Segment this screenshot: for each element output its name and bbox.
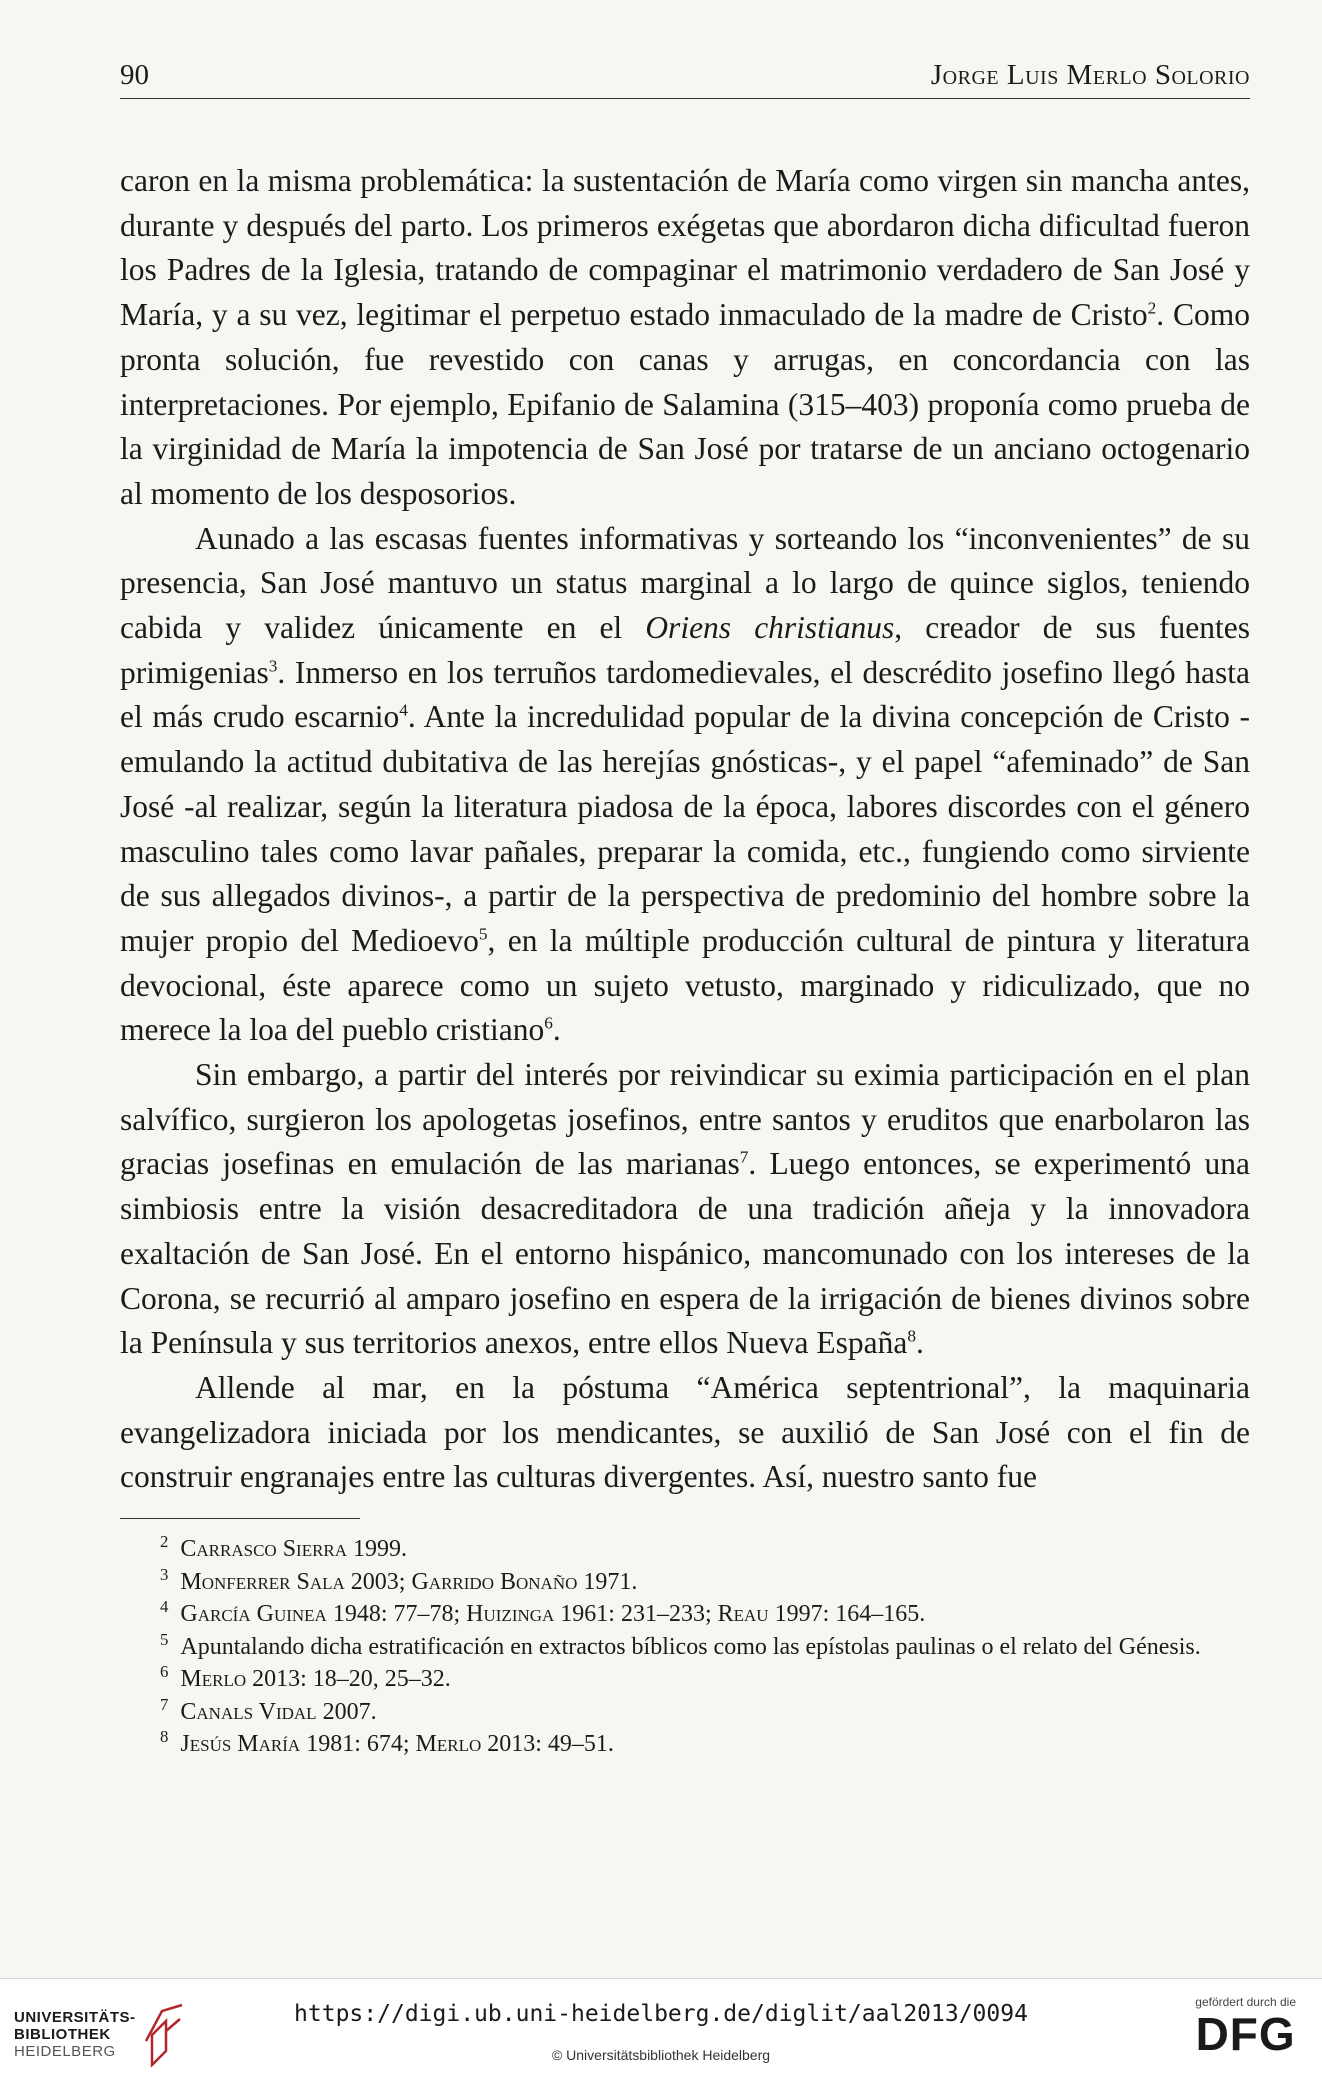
running-head	[120, 58, 1250, 99]
footnote-ref[interactable]: 4	[399, 700, 408, 720]
footnote	[120, 1598, 1250, 1631]
text-run: Aunado a las escasas fuentes informativas y sorteando los “inconvenientes” de su presencia, San José mantuvo un status marginal a lo largo de quince siglos, teniendo cabida y validez únicamente en el	[120, 520, 1250, 646]
footnote-text: Merlo 2013: 18–20, 25–32.	[180, 1666, 451, 1693]
footnote-number: 5	[160, 1629, 169, 1649]
copyright-notice: © Universitätsbibliothek Heidelberg	[551, 2047, 771, 2063]
footnote-ref[interactable]: 2	[1147, 298, 1157, 318]
text-run: , creador de sus fuentes primigenias	[120, 610, 1250, 690]
funder-note: gefördert durch die	[1195, 1995, 1296, 2009]
footnote-ref[interactable]: 3	[268, 656, 278, 676]
italic-term: Oriens christianus	[645, 610, 895, 646]
footnote-text: Apuntalando dicha estratificación en extractos bíblicos como las epístolas paulinas o el relato del Génesis.	[180, 1633, 1201, 1660]
footnote-ref[interactable]: 6	[544, 1013, 553, 1033]
footnote	[120, 1728, 1250, 1761]
footnote	[120, 1566, 1250, 1599]
footnotes	[120, 1533, 1250, 1761]
footnote	[120, 1533, 1250, 1566]
footnote-text: García Guinea 1948: 77–78; Huizinga 1961: 231–233; Reau 1997: 164–165.	[180, 1601, 926, 1628]
paragraph-4: Allende al mar, en la póstuma “América septentrional”, la maquinaria evangelizadora iniciada por los mendicantes, se auxilió de San José con el fin de construir engranajes entre las culturas divergentes. Así, nuestro santo fue	[120, 1369, 1250, 1495]
footnote-number: 6	[160, 1662, 169, 1682]
page	[120, 58, 1250, 1761]
footnote	[120, 1631, 1250, 1664]
funder-name: DFG	[1195, 2008, 1296, 2060]
library-name-line: BIBLIOTHEK	[14, 2025, 111, 2043]
footnote-text: Jesús María 1981: 674; Merlo 2013: 49–51.	[180, 1731, 614, 1758]
dfg-logo[interactable]	[1195, 1995, 1296, 2059]
page-number: 90	[120, 59, 149, 91]
text-run: caron en la misma problemática: la sustentación de María como virgen sin mancha antes, durante y después del parto. Los primeros exégetas que abordaron dicha dificultad fueron los Padres de la Iglesia, tratando de compaginar el matrimonio verdadero de San José y María, y a su vez, legitimar el perpetuo estado inmaculado de la madre de Cristo	[120, 163, 1250, 333]
paragraph-2	[120, 517, 1250, 1053]
footnote-ref[interactable]: 7	[739, 1147, 749, 1167]
footnote-ref[interactable]: 8	[907, 1326, 916, 1346]
footnote-number: 2	[160, 1532, 169, 1552]
permalink-url[interactable]: https://digi.ub.uni-heidelberg.de/diglit/aal2013/0094	[294, 2001, 1028, 2027]
text-run: .	[915, 1325, 924, 1361]
footnote	[120, 1696, 1250, 1729]
text-run: . Inmerso en los terruños tardomedievales, el descrédito josefino llegó hasta el más crudo escarnio	[120, 654, 1250, 735]
text-run: . Luego entonces, se experimentó una simbiosis entre la visión desacreditadora de una tradición añeja y la innovadora exaltación de San José. En el entorno hispánico, mancomunado con los intereses de la Corona, se recurrió al amparo josefino en espera de la irrigación de bienes divinos sobre la Península y sus territorios anexos, entre ellos Nueva España	[120, 1146, 1250, 1361]
paragraph-3	[120, 1053, 1250, 1366]
text-run: Sin embargo, a partir del interés por reivindicar su eximia participación en el plan salvífico, surgieron los apologetas josefinos, entre santos y eruditos que enarbolaron las gracias josefinas en emulación de las marianas	[120, 1057, 1250, 1182]
text-run: .	[552, 1012, 561, 1048]
footnote-number: 3	[160, 1564, 169, 1584]
running-head-author: Jorge Luis Merlo Solorio	[930, 59, 1250, 91]
footnote-number: 4	[160, 1597, 169, 1617]
text-run: . Como pronta solución, fue revestido con canas y arrugas, en concordancia con las interpretaciones. Por ejemplo, Epifanio de Salamina (315–403) proponía como prueba de la virginidad de María la impotencia de San José por tratarse de un anciano octogenario al momento de los desposorios.	[120, 297, 1250, 511]
footnote-number: 7	[160, 1694, 169, 1714]
footnote-text: Carrasco Sierra 1999.	[180, 1536, 408, 1563]
footnote-ref[interactable]: 5	[478, 924, 488, 944]
viewer-footer	[0, 1978, 1322, 2089]
footnote-number: 8	[160, 1727, 169, 1747]
footnote-text: Monferrer Sala 2003; Garrido Bonaño 1971.	[180, 1568, 638, 1595]
text-run: . Ante la incredulidad popular de la divina concepción de Cristo -emulando la actitud dubitativa de las herejías gnósticas-, y el papel “afeminado” de San José -al realizar, según la literatura piadosa de la época, labores discordes con el género masculino tales como lavar pañales, preparar la comida, etc., fungiendo como sirviente de sus allegados divinos-, a partir de la perspectiva de predominio del hombre sobre la mujer propio del Medioevo	[120, 699, 1251, 958]
footnote-text: Canals Vidal 2007.	[180, 1698, 377, 1725]
footnote	[120, 1663, 1250, 1696]
library-name-line: HEIDELBERG	[14, 2042, 116, 2060]
library-name-line: UNIVERSITÄTS-	[14, 2008, 136, 2026]
footnote-separator	[120, 1518, 360, 1519]
paragraph-1	[120, 159, 1250, 517]
text-run: , en la múltiple producción cultural de pintura y literatura devocional, éste aparece como un sujeto vetusto, marginado y ridiculizado, que no merece la loa del pueblo cristiano	[120, 922, 1250, 1048]
body-text	[120, 159, 1250, 1500]
